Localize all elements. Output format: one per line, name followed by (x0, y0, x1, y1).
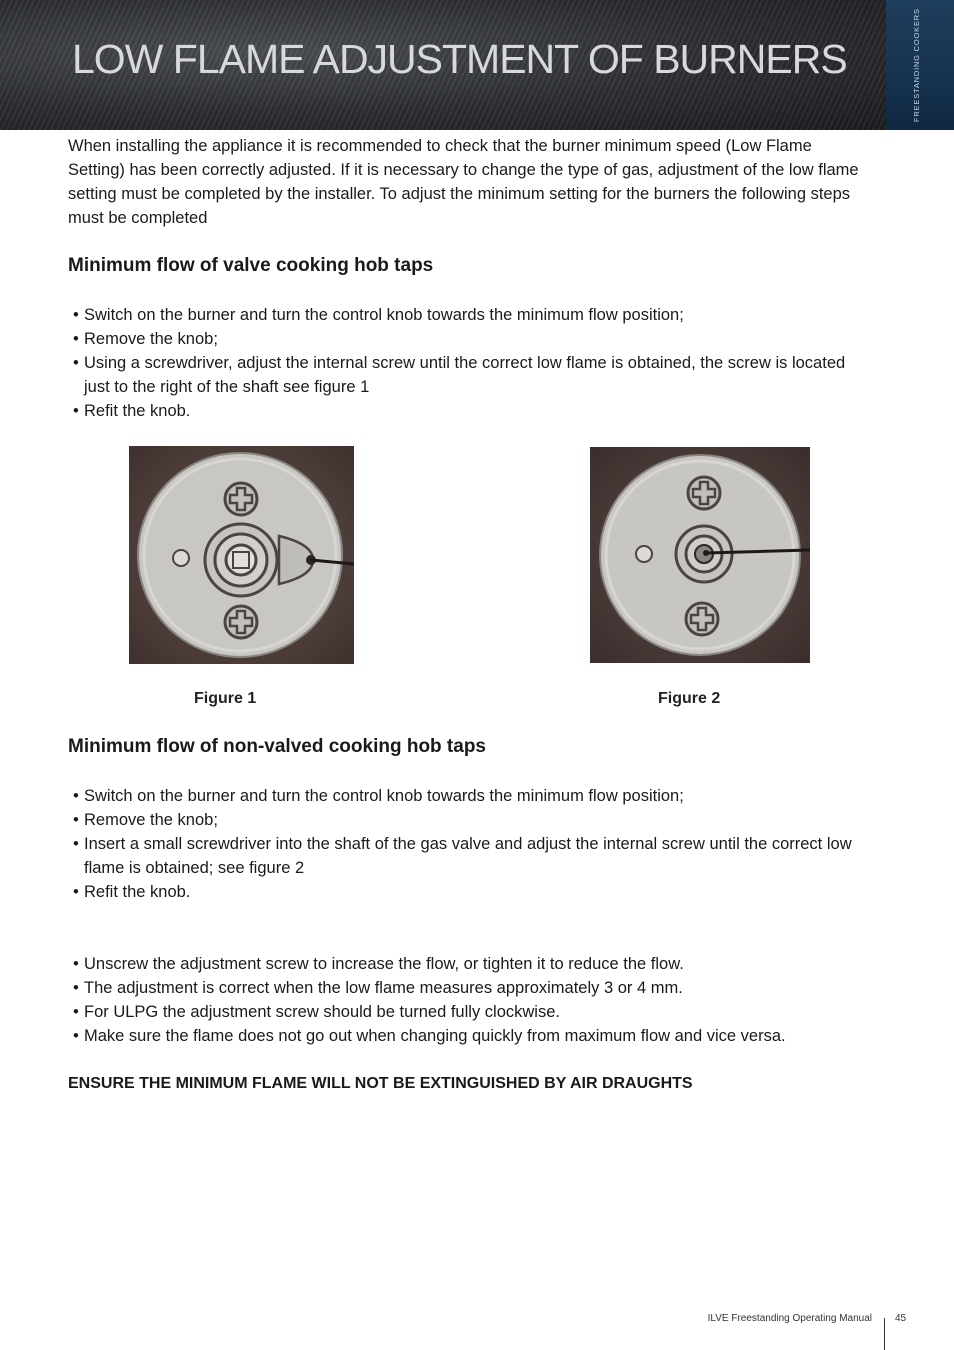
list-item: • Refit the knob. (73, 402, 191, 420)
section2-heading: Minimum flow of non-valved cooking hob taps (68, 736, 486, 757)
intro-block (68, 134, 868, 230)
section-side-tab (886, 0, 954, 130)
intro-paragraph: When installing the appliance it is recommended to check that the burner minimum speed (Low Flame Setting) has been correctly adjusted. If it is necessary to change the type of gas, adjustment of the low flame setting must be completed by the installer. To adjust the minimum setting for the burners the following steps must be completed (68, 137, 859, 227)
notes-bullet-list (68, 952, 868, 1048)
warning-text: ENSURE THE MINIMUM FLAME WILL NOT BE EXTINGUISHED BY AIR DRAUGHTS (68, 1075, 693, 1092)
list-item: • For ULPG the adjustment screw should be turned fully clockwise. (73, 1003, 560, 1021)
page-title: LOW FLAME ADJUSTMENT OF BURNERS (72, 36, 847, 82)
section1-heading: Minimum flow of valve cooking hob taps (68, 255, 434, 276)
figure-1-image (129, 446, 354, 669)
section2-list-wrap (68, 784, 868, 904)
list-item: • Unscrew the adjustment screw to increase the flow, or tighten it to reduce the flow. (73, 955, 684, 973)
section-non-valved-taps (68, 735, 868, 759)
list-item: • Refit the knob. (73, 883, 191, 901)
figure-2-image (590, 447, 810, 668)
footer-manual-name: ILVE Freestanding Operating Manual (707, 1313, 872, 1324)
non-valved-tap-diagram-icon (590, 447, 810, 663)
side-tab-label: FREESTANDING COOKERS (912, 8, 921, 122)
notes-list-wrap (68, 952, 868, 1048)
section1-bullet-list (68, 303, 868, 423)
page-number: 45 (895, 1313, 907, 1324)
figure-2-caption: Figure 2 (658, 690, 721, 707)
list-item: • Remove the knob; (73, 811, 218, 829)
footer-divider (884, 1318, 885, 1350)
section1-list-wrap (68, 303, 868, 423)
list-item: • Remove the knob; (73, 330, 218, 348)
list-item: • Switch on the burner and turn the control knob towards the minimum flow position; (73, 306, 684, 324)
section2-bullet-list (68, 784, 868, 904)
list-item: • Insert a small screwdriver into the shaft of the gas valve and adjust the internal screw until the correct low flame is obtained; see figure 2 (73, 835, 852, 877)
valve-tap-diagram-icon (129, 446, 354, 664)
list-item: • Make sure the flame does not go out when changing quickly from maximum flow and vice versa. (73, 1027, 786, 1045)
list-item: • Switch on the burner and turn the control knob towards the minimum flow position; (73, 787, 684, 805)
header-banner (0, 0, 886, 130)
section-valve-taps (68, 254, 868, 278)
list-item: • The adjustment is correct when the low flame measures approximately 3 or 4 mm. (73, 979, 683, 997)
figure-1-caption: Figure 1 (194, 690, 257, 707)
list-item: • Using a screwdriver, adjust the internal screw until the correct low flame is obtained, the screw is located just to the right of the shaft see figure 1 (73, 354, 846, 396)
